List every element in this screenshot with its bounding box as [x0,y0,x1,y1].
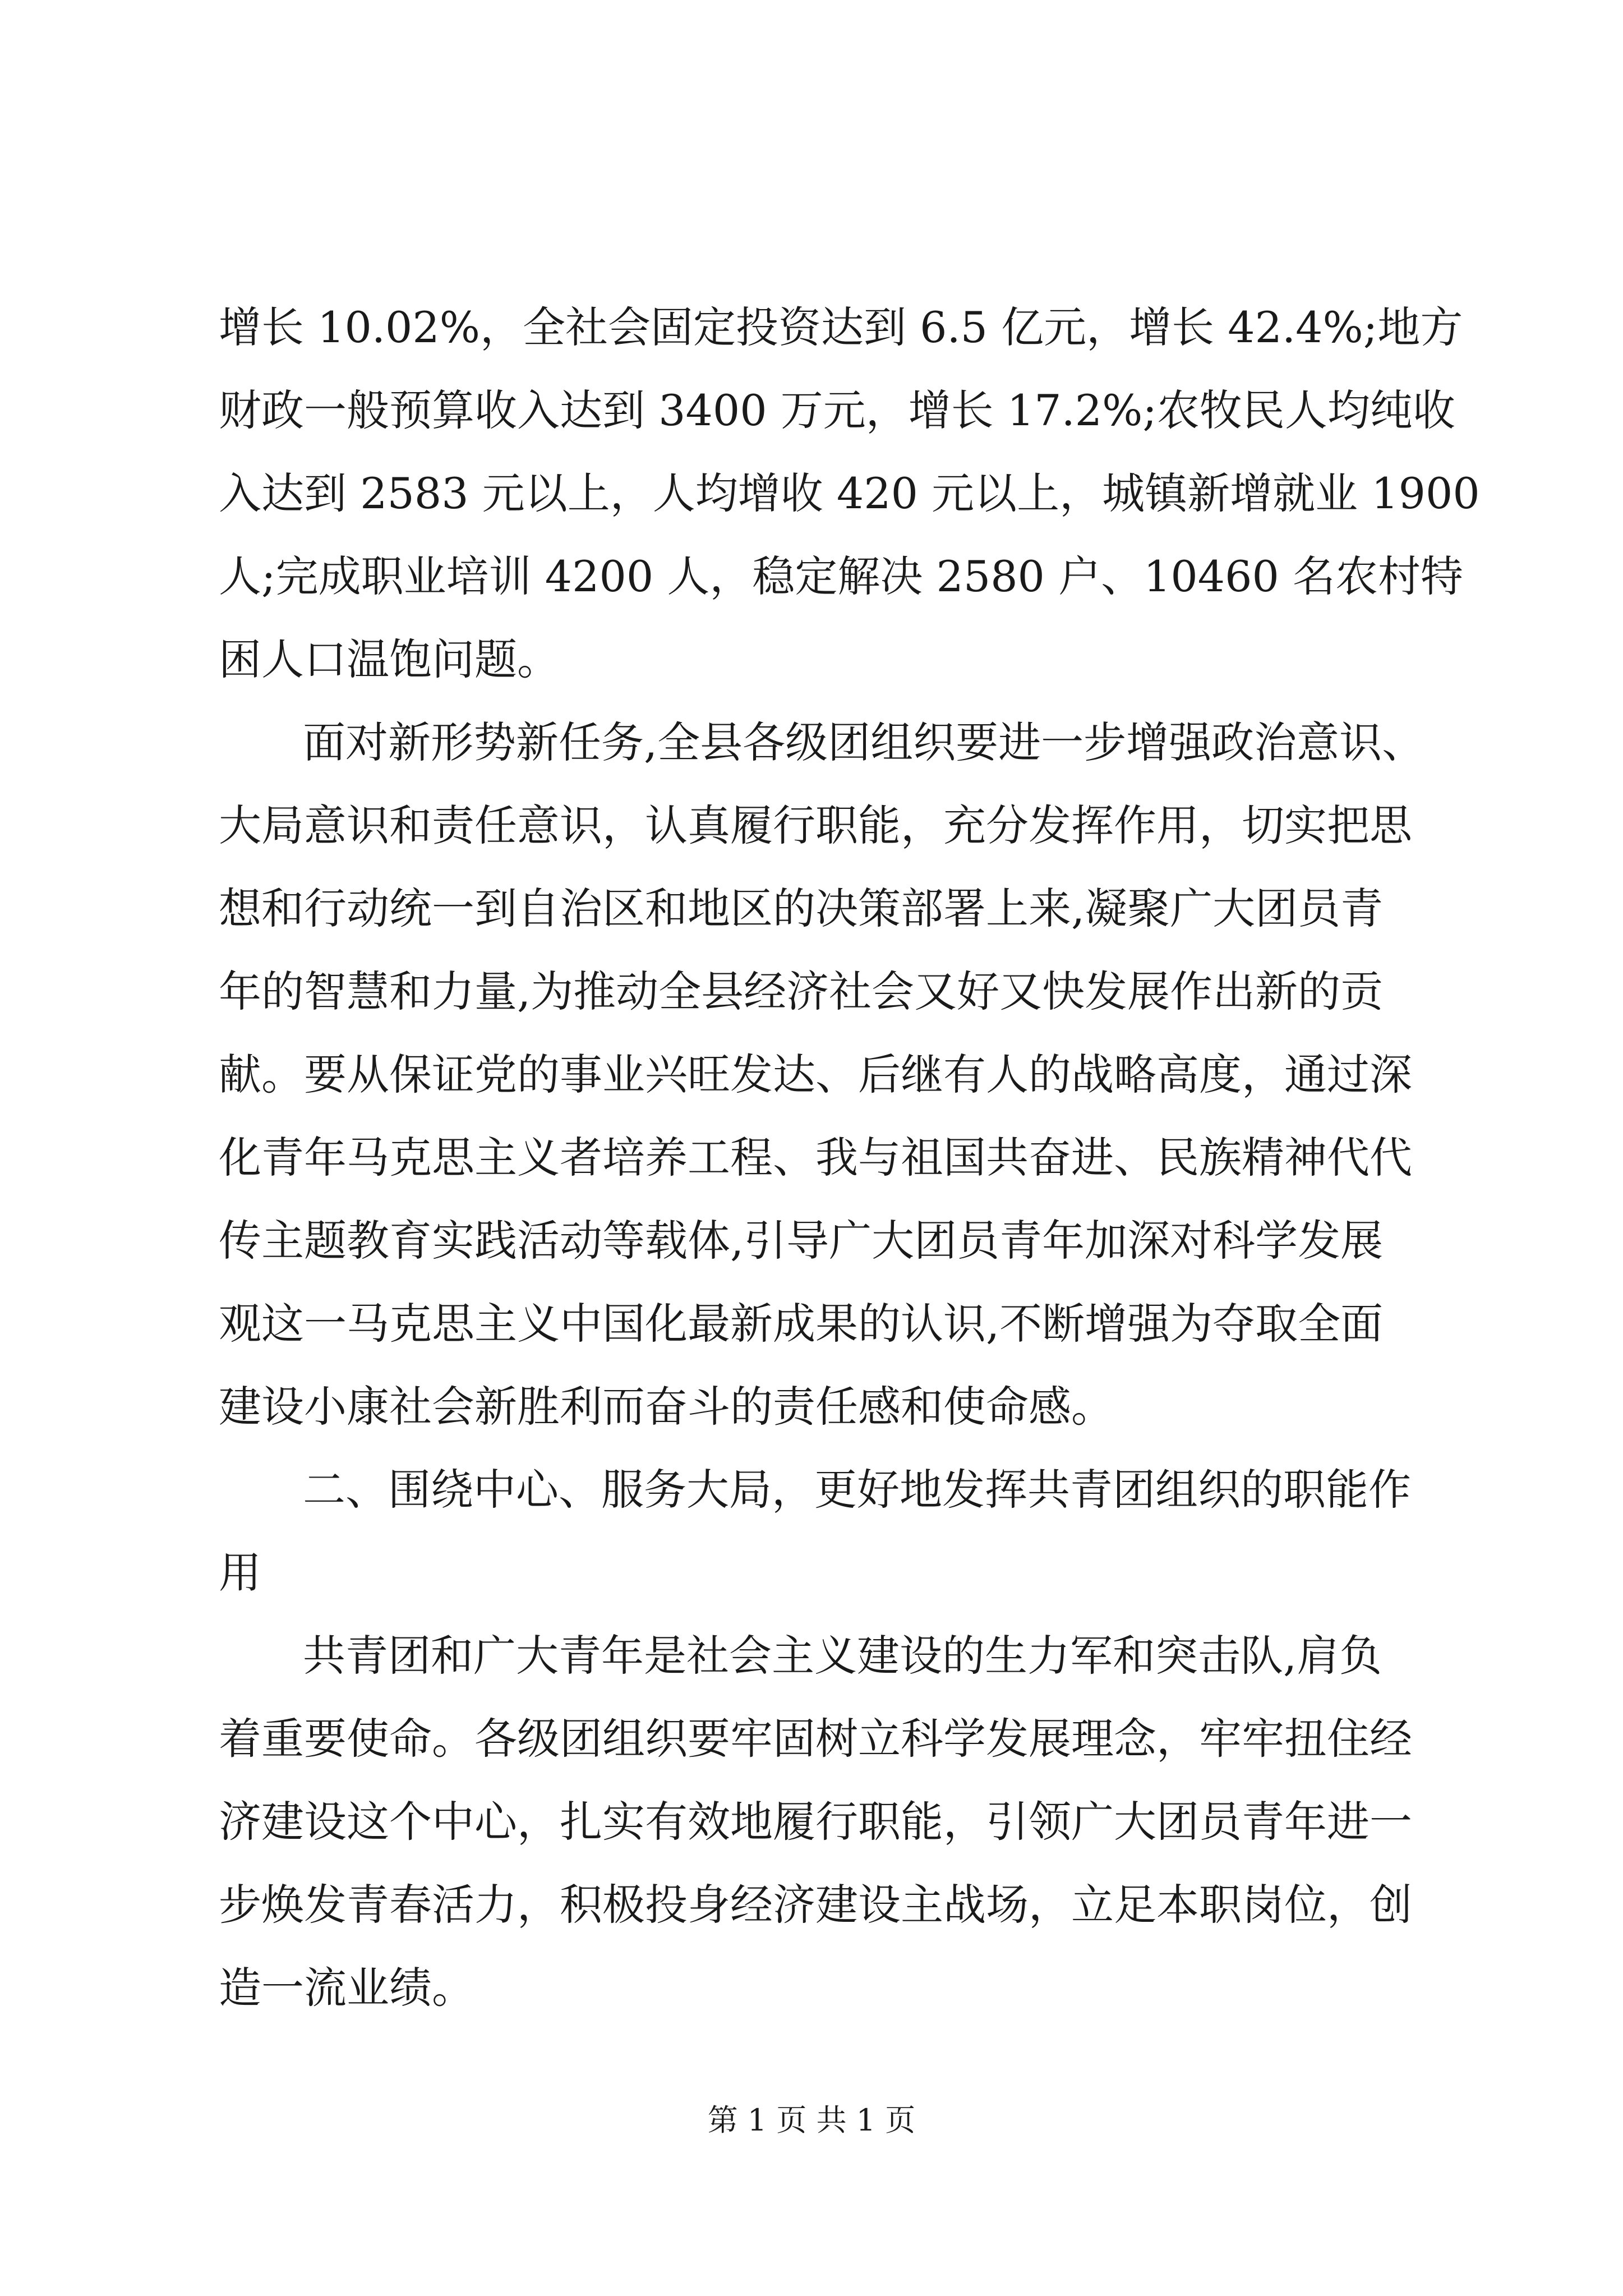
text-line: 大局意识和责任意识，认真履行职能，充分发挥作用，切实把思 [219,800,1412,850]
text-line: 济建设这个中心，扎实有效地履行职能，引领广大团员青年进一 [219,1797,1412,1847]
text-line: 步焕发青春活力，积极投身经济建设主战场，立足本职岗位，创 [219,1880,1412,1930]
text-line: 入达到 2583 元以上，人均增收 420 元以上，城镇新增就业 1900 [219,468,1480,518]
text-line: 观这一马克思主义中国化最新成果的认识,不断增强为夺取全面 [219,1299,1384,1349]
text-line: 着重要使命。各级团组织要牢固树立科学发展理念，牢牢扭住经 [219,1714,1412,1764]
section-heading: 二、围绕中心、服务大局，更好地发挥共青团组织的职能作 [303,1465,1411,1515]
paragraph-first-line: 共青团和广大青年是社会主义建设的生力军和突击队,肩负 [303,1631,1382,1681]
text-line: 建设小康社会新胜利而奋斗的责任感和使命感。 [219,1382,1114,1432]
section-heading-continued: 用 [219,1548,261,1598]
text-line: 化青年马克思主义者培养工程、我与祖国共奋进、民族精神代代 [219,1133,1412,1182]
text-line: 传主题教育实践活动等载体,引导广大团员青年加深对科学发展 [219,1216,1384,1266]
text-line: 想和行动统一到自治区和地区的决策部署上来,凝聚广大团员青 [219,884,1384,933]
text-line: 年的智慧和力量,为推动全县经济社会又好又快发展作出新的贡 [219,967,1384,1016]
text-line: 人;完成职业培训 4200 人，稳定解决 2580 户、10460 名农村特 [219,551,1463,601]
text-line: 增长 10.02%，全社会固定投资达到 6.5 亿元，增长 42.4%;地方 [219,302,1463,352]
paragraph-first-line: 面对新形势新任务,全县各级团组织要进一步增强政治意识、 [303,717,1425,767]
text-line: 困人口温饱问题。 [219,634,560,684]
text-line: 财政一般预算收入达到 3400 万元，增长 17.2%;农牧民人均纯收 [219,385,1455,435]
text-line: 献。要从保证党的事业兴旺发达、后继有人的战略高度，通过深 [219,1050,1412,1099]
page-footer: 第 1 页 共 1 页 [707,2102,916,2138]
text-line: 造一流业绩。 [219,1963,474,2013]
